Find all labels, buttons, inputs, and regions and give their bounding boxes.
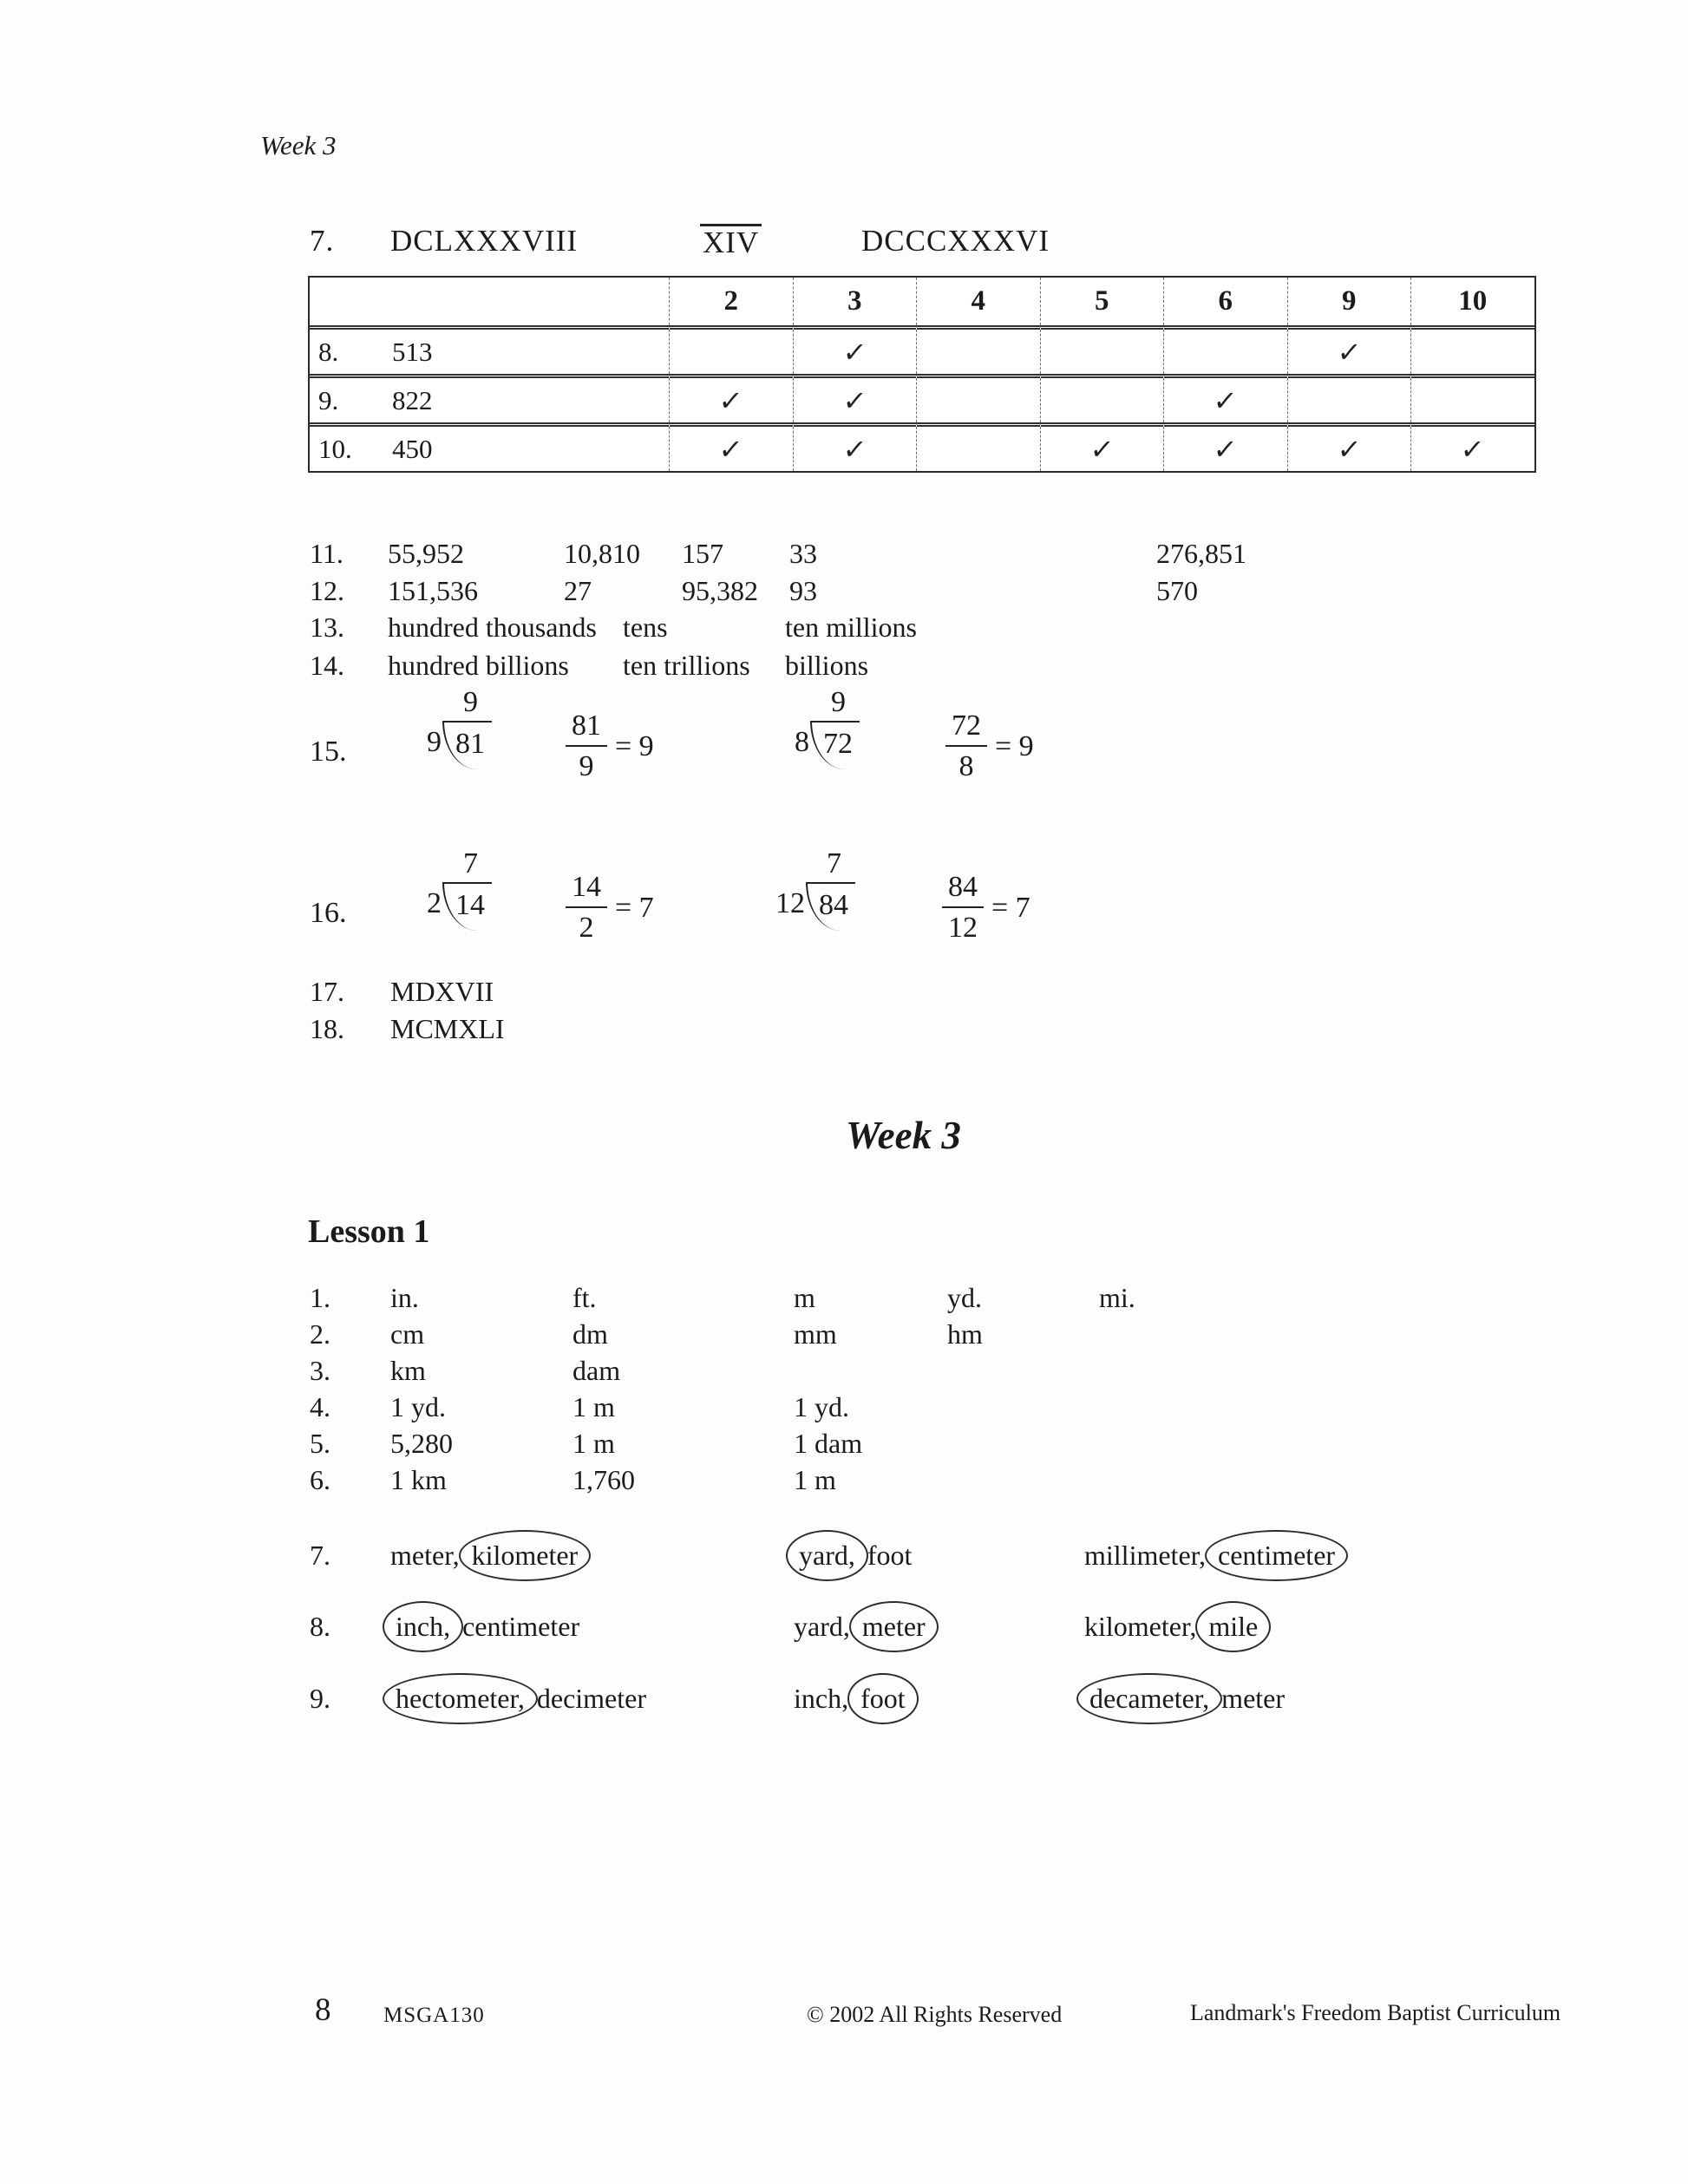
circled-answer-row-L8 — [0, 1600, 1688, 1661]
item-number: 1. — [310, 1282, 330, 1313]
item-number: 4. — [310, 1391, 330, 1422]
checkmark-icon: ✓ — [841, 335, 868, 369]
table-check-cell-10 — [1410, 374, 1534, 422]
answer-cell: 276,851 — [1156, 538, 1246, 569]
table-check-cell-4 — [916, 374, 1040, 422]
answer-cell — [1084, 1540, 1340, 1572]
row-value: 513 — [392, 336, 433, 367]
footer-page-number: 8 — [315, 1992, 331, 2028]
answer-row-L6 — [0, 1464, 1688, 1501]
answer-cell: tens — [623, 611, 668, 643]
page-corner-week-label: Week 3 — [260, 130, 337, 160]
circled-word: meter — [849, 1601, 939, 1652]
footer-publisher-text: Landmark's Freedom Baptist Curriculum — [1190, 2000, 1561, 2025]
answer-cell: 1 km — [390, 1464, 447, 1495]
table-check-cell-6 — [1163, 422, 1287, 471]
denominator: 9 — [579, 750, 594, 783]
answer-cell — [1084, 1611, 1263, 1643]
plain-word: yard, — [794, 1611, 857, 1642]
table-row-label — [310, 422, 669, 471]
fraction-stack — [945, 709, 987, 783]
circled-answer-row-L7 — [0, 1529, 1688, 1590]
long-division-2-into-14 — [427, 847, 492, 931]
answer-cell: MCMXLI — [390, 1013, 505, 1044]
table-column-header-9: 9 — [1287, 278, 1411, 325]
circled-word: kilometer — [459, 1530, 592, 1581]
numerator: 14 — [566, 871, 607, 908]
circled-word: decameter, — [1076, 1673, 1222, 1724]
item-number: 12. — [310, 575, 344, 606]
long-division-12-into-84 — [775, 847, 855, 931]
answer-cell: mi. — [1099, 1282, 1135, 1313]
answer-cell: in. — [390, 1282, 419, 1313]
answer-cell: 10,810 — [564, 538, 640, 569]
dividend: 81 — [442, 721, 492, 769]
checkmark-icon: ✓ — [1335, 432, 1363, 466]
answer-cell: km — [390, 1355, 426, 1386]
fraction-stack — [566, 871, 607, 945]
answer-row-L1 — [0, 1282, 1688, 1318]
answer-cell: ft. — [572, 1282, 597, 1313]
answer-cell: 33 — [789, 538, 817, 569]
table-check-cell-3 — [793, 422, 917, 471]
equals-result: = 7 — [991, 891, 1030, 924]
answer-cell — [390, 1683, 646, 1715]
answer-cell: 1 yd. — [390, 1391, 446, 1422]
week-3-section-heading: Week 3 — [846, 1114, 961, 1157]
item-number: 16. — [310, 897, 347, 929]
table-row-label — [310, 325, 669, 374]
plain-word: meter — [1214, 1683, 1286, 1714]
item-number: 14. — [310, 650, 344, 681]
dividend: 14 — [442, 882, 492, 931]
fraction-72-over-8 — [945, 709, 1034, 783]
item-number: 8. — [318, 336, 339, 367]
answer-row-11 — [0, 538, 1688, 574]
checkmark-icon: ✓ — [1212, 432, 1240, 466]
table-check-cell-9 — [1287, 374, 1411, 422]
answer-row-L2 — [0, 1318, 1688, 1355]
plain-word: inch, — [794, 1683, 856, 1714]
table-check-cell-3 — [793, 374, 917, 422]
table-check-cell-6 — [1163, 325, 1287, 374]
numerator: 84 — [942, 871, 984, 908]
answer-cell: 570 — [1156, 575, 1198, 606]
circled-word: yard, — [786, 1530, 868, 1581]
plain-word: meter, — [390, 1540, 467, 1571]
table-column-header-3: 3 — [793, 278, 917, 325]
footer-copyright-text: © 2002 All Rights Reserved — [807, 2002, 1063, 2027]
checkmark-icon: ✓ — [841, 383, 868, 417]
equals-result: = 9 — [995, 729, 1034, 762]
table-check-cell-4 — [916, 325, 1040, 374]
answer-cell: 1 m — [572, 1428, 615, 1459]
checkmark-icon: ✓ — [717, 432, 745, 466]
denominator: 12 — [948, 912, 978, 945]
long-division-9-into-81 — [427, 685, 492, 769]
answer-cell: m — [794, 1282, 815, 1313]
table-corner-empty-cell — [310, 278, 669, 325]
answer-cell — [390, 1611, 579, 1643]
answer-cell — [794, 1540, 912, 1572]
plain-word: centimeter — [455, 1611, 580, 1642]
table-row-label — [310, 374, 669, 422]
place-value-check-table — [308, 276, 1536, 473]
item-number: 18. — [310, 1013, 344, 1044]
answer-cell: 27 — [564, 575, 592, 606]
answer-cell: 1 yd. — [794, 1391, 849, 1422]
answer-cell: 95,382 — [682, 575, 758, 606]
lesson-1-heading: Lesson 1 — [308, 1213, 430, 1250]
divisor: 9 — [427, 726, 442, 759]
answer-cell — [794, 1683, 911, 1715]
answer-cell — [1084, 1683, 1285, 1715]
equals-result: = 9 — [615, 729, 654, 762]
answer-row-17 — [0, 976, 1688, 1012]
item-number: 9. — [318, 384, 339, 415]
item-number: 3. — [310, 1355, 330, 1386]
checkmark-icon: ✓ — [1335, 335, 1363, 369]
answer-cell: dm — [572, 1318, 608, 1350]
answer-cell: cm — [390, 1318, 425, 1350]
numerator: 81 — [566, 709, 607, 747]
circled-word: hectometer, — [383, 1673, 538, 1724]
item-number: 11. — [310, 538, 343, 569]
table-check-cell-4 — [916, 422, 1040, 471]
circled-word: inch, — [383, 1601, 463, 1652]
item-number: 2. — [310, 1318, 330, 1350]
quotient: 7 — [463, 847, 478, 879]
table-check-cell-6 — [1163, 374, 1287, 422]
table-column-header-4: 4 — [916, 278, 1040, 325]
table-column-header-2: 2 — [669, 278, 793, 325]
dividend: 72 — [810, 721, 860, 769]
table-check-cell-5 — [1040, 422, 1164, 471]
fraction-84-over-12 — [942, 871, 1030, 945]
plain-word: decimeter — [529, 1683, 646, 1714]
answer-row-14 — [0, 650, 1688, 686]
answer-row-L3 — [0, 1355, 1688, 1391]
answer-cell: 1 m — [794, 1464, 836, 1495]
answer-cell: hm — [947, 1318, 983, 1350]
checkmark-icon: ✓ — [1088, 432, 1116, 466]
item-number: 7. — [310, 224, 335, 258]
answer-cell: 5,280 — [390, 1428, 453, 1459]
equals-result: = 7 — [615, 891, 654, 924]
answer-cell: mm — [794, 1318, 837, 1350]
circled-answer-row-L9 — [0, 1672, 1688, 1733]
item-7-roman-numerals-row — [0, 224, 1688, 262]
fraction-14-over-2 — [566, 871, 654, 945]
answer-cell: ten trillions — [623, 650, 750, 681]
item-number: 17. — [310, 976, 344, 1007]
divisor: 8 — [795, 726, 809, 759]
denominator: 2 — [579, 912, 594, 945]
plain-word: foot — [860, 1540, 913, 1571]
dividend: 84 — [806, 882, 855, 931]
checkmark-icon: ✓ — [717, 383, 745, 417]
denominator: 8 — [958, 750, 974, 783]
answer-cell — [794, 1611, 931, 1643]
answer-cell: 93 — [789, 575, 817, 606]
item-number: 6. — [310, 1464, 330, 1495]
answer-cell: 1 m — [572, 1391, 615, 1422]
answer-cell: 151,536 — [388, 575, 478, 606]
answer-cell: hundred billions — [388, 650, 569, 681]
table-check-cell-3 — [793, 325, 917, 374]
answer-row-13 — [0, 611, 1688, 648]
row-value: 450 — [392, 433, 433, 464]
answer-row-L4 — [0, 1391, 1688, 1428]
table-check-cell-10 — [1410, 325, 1534, 374]
answer-cell: dam — [572, 1355, 621, 1386]
answer-row-12 — [0, 575, 1688, 611]
long-division-8-into-72 — [795, 685, 860, 769]
table-check-cell-9 — [1287, 325, 1411, 374]
answer-cell: MDXVII — [390, 976, 494, 1007]
item-number: 13. — [310, 611, 344, 643]
circled-word: mile — [1195, 1601, 1271, 1652]
fraction-81-over-9 — [566, 709, 654, 783]
roman-numeral-answer-2-overlined: XIV — [700, 224, 762, 260]
table-check-cell-2 — [669, 422, 793, 471]
table-check-cell-10 — [1410, 422, 1534, 471]
numerator: 72 — [945, 709, 987, 747]
quotient: 9 — [463, 686, 478, 718]
answer-cell: 1 dam — [794, 1428, 863, 1459]
table-check-cell-2 — [669, 325, 793, 374]
fraction-stack — [566, 709, 607, 783]
quotient: 7 — [827, 847, 841, 879]
item-number: 10. — [318, 433, 352, 464]
item-number: 8. — [310, 1611, 330, 1642]
table-check-cell-5 — [1040, 374, 1164, 422]
quotient: 9 — [831, 686, 846, 718]
checkmark-icon: ✓ — [1212, 383, 1240, 417]
item-number: 9. — [310, 1683, 330, 1714]
answer-cell — [390, 1540, 583, 1572]
checkmark-icon: ✓ — [1459, 432, 1487, 466]
divisor: 2 — [427, 887, 442, 920]
table-check-cell-2 — [669, 374, 793, 422]
plain-word: millimeter, — [1084, 1540, 1214, 1571]
answer-cell: 55,952 — [388, 538, 464, 569]
item-number: 7. — [310, 1540, 330, 1571]
answer-cell: ten millions — [785, 611, 917, 643]
circled-word: centimeter — [1205, 1530, 1348, 1581]
table-column-header-10: 10 — [1410, 278, 1534, 325]
plain-word: kilometer, — [1084, 1611, 1204, 1642]
item-number: 15. — [310, 736, 347, 768]
table-check-cell-9 — [1287, 422, 1411, 471]
answer-row-18 — [0, 1013, 1688, 1049]
circled-word: foot — [847, 1673, 919, 1724]
answer-cell: 1,760 — [572, 1464, 635, 1495]
table-column-header-5: 5 — [1040, 278, 1164, 325]
answer-cell: billions — [785, 650, 869, 681]
fraction-stack — [942, 871, 984, 945]
answer-row-L5 — [0, 1428, 1688, 1464]
table-check-cell-5 — [1040, 325, 1164, 374]
roman-numeral-answer-1: DCLXXXVIII — [390, 224, 579, 258]
footer-curriculum-code: MSGA130 — [383, 2004, 485, 2027]
answer-cell: hundred thousands — [388, 611, 597, 643]
checkmark-icon: ✓ — [841, 432, 868, 466]
answer-cell: yd. — [947, 1282, 982, 1313]
table-column-header-6: 6 — [1163, 278, 1287, 325]
roman-numeral-answer-3: DCCCXXXVI — [861, 224, 1050, 258]
item-number: 5. — [310, 1428, 330, 1459]
row-value: 822 — [392, 384, 433, 415]
divisor: 12 — [775, 887, 805, 920]
answer-cell: 157 — [682, 538, 723, 569]
